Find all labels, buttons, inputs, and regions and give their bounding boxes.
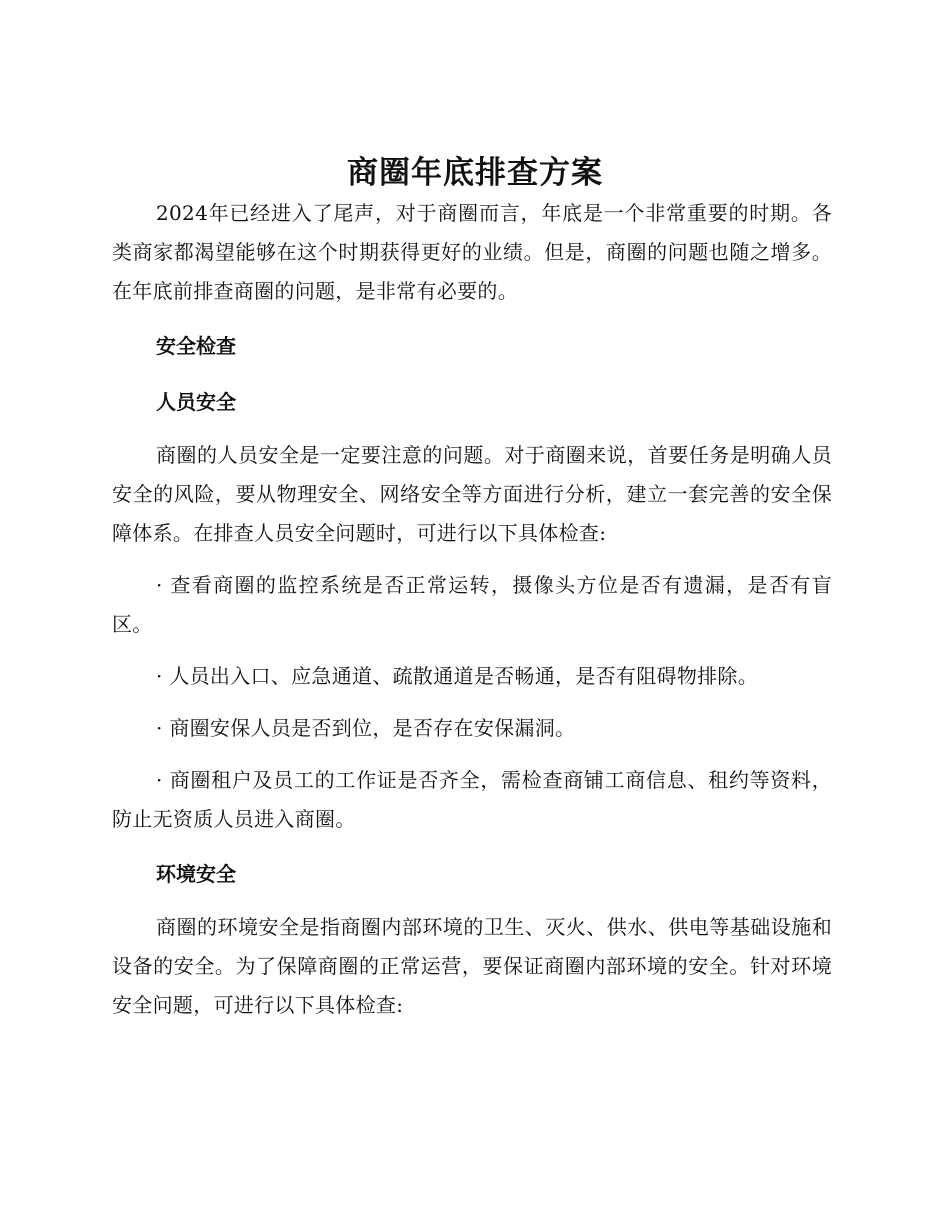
section-heading-safety-check: 安全检查 [156, 334, 236, 358]
bullet-item-work-permits: · 商圈租户及员工的工作证是否齐全，需检查商铺工商信息、租约等资料，防止无资质人员进入商圈。 [112, 768, 832, 831]
bullet-item-security-staff: · 商圈安保人员是否到位，是否存在安保漏洞。 [156, 716, 576, 740]
subsection-heading-personnel-safety: 人员安全 [156, 390, 236, 414]
bullet-item-exits: · 人员出入口、应急通道、疏散通道是否畅通，是否有阻碍物排除。 [156, 664, 759, 688]
environment-safety-paragraph: 商圈的环境安全是指商圈内部环境的卫生、灭火、供水、供电等基础设施和设备的安全。为了保障商圈的正常运营，要保证商圈内部环境的安全。针对环境安全问题，可进行以下具体检查: [112, 915, 832, 1017]
bullet-item-monitoring: · 查看商圈的监控系统是否正常运转，摄像头方位是否有遗漏，是否有盲区。 [112, 573, 832, 636]
intro-paragraph: 2024年已经进入了尾声，对于商圈而言，年底是一个非常重要的时期。各类商家都渴望能够在这个时期获得更好的业绩。但是，商圈的问题也随之增多。在年底前排查商圈的问题，是非常有必要的。 [112, 201, 832, 303]
document-body [112, 194, 832, 1038]
subsection-heading-environment-safety: 环境安全 [156, 862, 236, 886]
personnel-safety-paragraph: 商圈的人员安全是一定要注意的问题。对于商圈来说，首要任务是明确人员安全的风险，要从物理安全、网络安全等方面进行分析，建立一套完善的安全保障体系。在排查人员安全问题时，可进行以下具体检查: [112, 443, 832, 545]
document-title: 商圈年底排查方案 [347, 155, 603, 191]
